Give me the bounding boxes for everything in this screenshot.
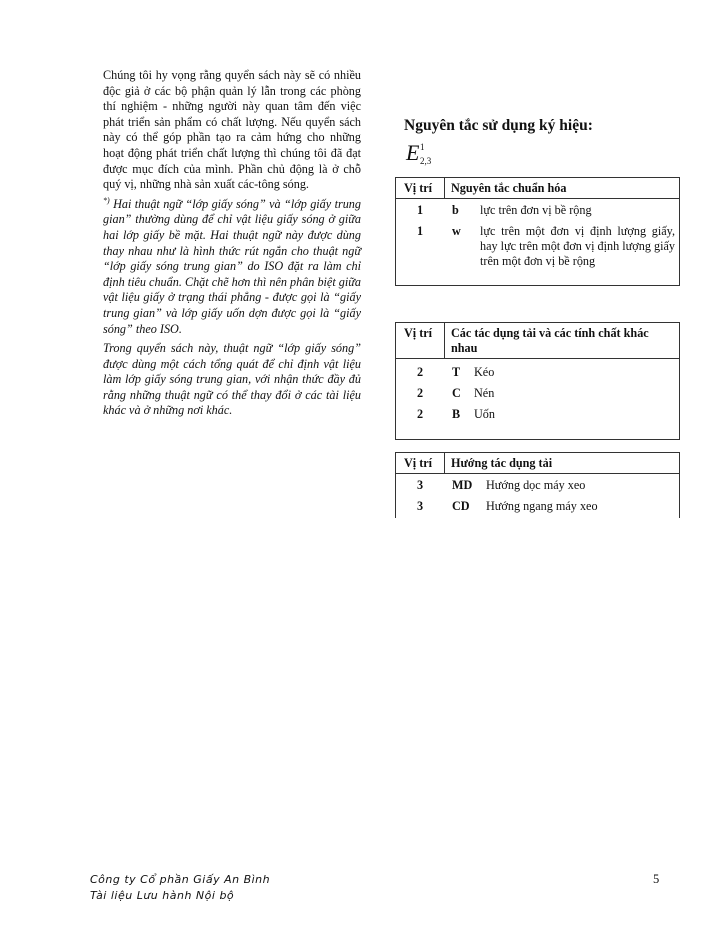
notation-symbol [406,140,432,166]
page-number: 5 [653,872,660,886]
header-rule: Nguyên tắc chuẩn hóa [445,178,680,199]
load-direction-table [395,452,680,518]
table-row: 2 B Uốn [416,407,495,421]
symbol-subscript: 2,3 [420,156,432,166]
intro-paragraph: Chúng tôi hy vọng rằng quyển sách này sẽ có nhiều độc giả ở các bộ phận quản lý lẫn trong các phòng thí nghiệm - những người này quan tâm đến việc phát triển sản phẩm có chất lượng. Nếu quyển sách này có thể góp phần tạo ra cảm hứng cho những hoạt động phát triển chất lượng thì chúng tôi đã đạt được mục đích của mình. Phần chủ động là ở chỗ quý vị, những nhà sản xuất các-tông sóng. [103,68,361,192]
table-body-row [396,199,680,286]
table-row: 2 C Nén [416,386,495,400]
footer-note: Tài liệu Lưu hành Nội bộ [90,889,235,902]
left-column [103,68,361,423]
header-position: Vị trí [396,178,445,199]
table-header-row: Vị trí Các tác dụng tải và các tính chất khác nhau [396,323,680,359]
table-row: 2 T Kéo [416,365,495,379]
symbol-base: E [406,140,420,165]
table-header-row: Vị trí Hướng tác dụng tải [396,453,680,474]
footer [90,872,270,904]
footnote-paragraph [103,197,361,337]
normalization-table [395,177,680,286]
footnote-text: Hai thuật ngữ “lớp giấy sóng” và “lớp giấy trung gian” thường dùng để chỉ vật liệu giấy sóng ở giữa hai lớp giấy bề mặt. Hai thuật ngữ này được dùng thay nhau như là hình thức rút ngắn cho thuật ngữ “lớp giấy sóng trung gian” do ISO đặt ra làm chỉ định tiêu chuẩn. Chặt chẽ hơn thì nên phân biệt giữa vật liệu giấy ở trạng thái phẳng - được gọi là “giấy trung gian” và lớp giấy uốn dợn được gọi là “giấy sóng” theo ISO. [103,196,361,336]
table-row: 3 MD Hướng dọc máy xeo [416,478,586,492]
table-row: 1 w lực trên một đơn vị định lượng giấy, hay lực trên một đơn vị định lượng giấy trên một đơn vị bề rộng [416,224,675,268]
load-effects-table [395,322,680,440]
footnote-mark: *) [103,195,110,205]
notation-heading: Nguyên tắc sử dụng ký hiệu: [404,117,593,134]
table-row: 3 CD Hướng ngang máy xeo [416,499,598,513]
table-row: 1 b lực trên đơn vị bề rộng [416,203,592,217]
symbol-superscript: 1 [420,142,425,152]
footer-company: Công ty Cổ phần Giấy An Bình [90,873,271,886]
terminology-paragraph: Trong quyển sách này, thuật ngữ “lớp giấy sóng” được dùng một cách tổng quát để chỉ định vật liệu làm lớp giấy sóng trung gian, với nhận thức đầy đủ rằng những thuật ngữ có thể thay đổi ở các tài liệu khác và ở những nơi khác. [103,341,361,418]
table-header-row [396,178,680,199]
